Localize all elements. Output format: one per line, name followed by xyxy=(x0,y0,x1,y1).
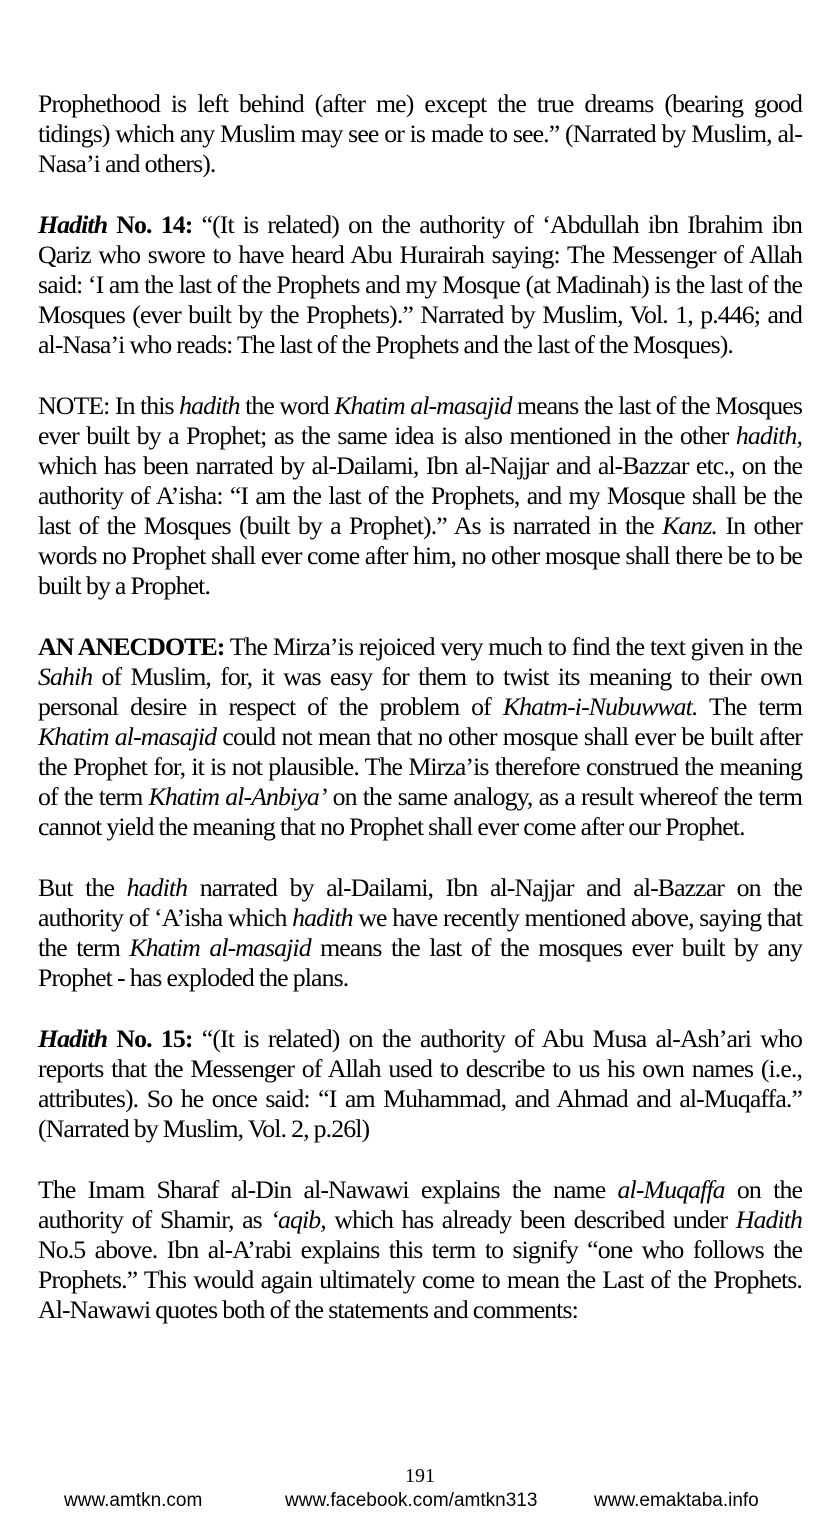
text-run-italic: Khatim al-masajid xyxy=(129,933,311,962)
text-run: on the same analogy, as a result whereof the term cannot yield the meaning that no Prophet shall ever come after our Prophet. xyxy=(38,782,803,841)
text-run: No.5 above. Ibn al-A’rabi explains this term to signify “one who follows the Prophets.” This would again ultimately come to mean the Last of the Prophets. Al-Nawawi quotes both of the statements and comments: xyxy=(38,1235,802,1324)
text-run: narrated by al-Dailami, Ibn al-Najjar and al-Bazzar on the authority of ‘A’isha which xyxy=(38,873,802,932)
text-run: means the last of the Mosques ever built by a Prophet; as the same idea is also mentioned in the other xyxy=(38,391,802,450)
text-run: we have recently mentioned above, saying that the term xyxy=(38,903,802,962)
paragraph xyxy=(38,1024,802,1144)
text-run: means the last of the mosques ever built by any Prophet - has exploded the plans. xyxy=(38,933,803,992)
text-run: The Mirza’is rejoiced very much to find the text given in the xyxy=(224,632,802,661)
text-run-bold-italic xyxy=(38,210,107,239)
text-run: of Muslim, for, it was easy for them to twist its meaning to their own personal desire in respect of the problem of xyxy=(38,662,802,721)
text-run: “(It is related) on the authority of Abu Musa al-Ash’ari who reports that the Messenger of Allah used to describe to us his own names (i.e., attributes). So he once said: “I am Muhammad, and Ahmad and al-Muqaffa.” (Narrated by Muslim, Vol. 2, p.26l) xyxy=(38,1024,802,1143)
text-run-italic: ‘aqib, xyxy=(270,1205,326,1234)
text-run-italic: hadith, xyxy=(735,421,802,450)
text-run-italic: Sahih xyxy=(38,662,93,691)
text-run: which has been narrated by al-Dailami, Ibn al-Najjar and al-Bazzar etc., on the authority of A’isha: “I am the last of the Prophets, and my Mosque shall be the last of the Mosques (built by a Prophet).” As is narrated in the xyxy=(38,451,802,540)
text-run-italic: hadith xyxy=(179,391,240,420)
text-run xyxy=(107,210,116,239)
text-run-bold: No. 14: xyxy=(116,210,193,239)
text-run-bold-italic xyxy=(38,1024,107,1053)
paragraph xyxy=(38,391,802,601)
text-run-italic: al-Muqaffa xyxy=(617,1175,725,1204)
footer-link-facebook[interactable]: www.facebook.com/amtkn313 xyxy=(285,1490,538,1511)
text-run-italic: hadith xyxy=(126,873,188,902)
text-run: the word xyxy=(239,391,335,420)
text-run-italic: Khatim al-masajid xyxy=(334,391,512,420)
footer-link-emaktaba[interactable]: www.emaktaba.info xyxy=(594,1490,759,1511)
text-run: could not mean that no other mosque shall ever be built after the Prophet for, it is not plausible. The Mirza’is therefore construed the meaning of the term xyxy=(38,722,802,811)
text-run: “(It is related) on the authority of ‘Abdullah ibn Ibrahim ibn Qariz who swore to have heard Abu Hurairah saying: The Messenger of Allah said: ‘I am the last of the Prophets and my Mosque (at Madinah) is the last of the Mosques (ever built by the Prophets).” Narrated by Muslim, Vol. 1, p.446; and al-Nasa’i who reads: The last of the Prophets and the last of the Mosques). xyxy=(38,210,802,359)
text-run: The term xyxy=(697,692,802,721)
text-run-italic: Khatm-i-Nubuwwat. xyxy=(502,692,698,721)
text-run: Prophethood is left behind (after me) except the true dreams (bearing good tidings) which any Muslim may see or is made to see.” (Narrated by Muslim, al-Nasa’i and others). xyxy=(38,89,802,178)
paragraph xyxy=(38,873,802,993)
text-run: In other words no Prophet shall ever come after him, no other mosque shall there be to be built by a Prophet. xyxy=(38,511,802,600)
text-run: which has already been described under xyxy=(325,1205,736,1234)
text-run: The Imam Sharaf al-Din al-Nawawi explains the name xyxy=(38,1175,618,1204)
text-run: Hadith xyxy=(38,210,108,239)
page-body xyxy=(38,89,802,1325)
text-run xyxy=(107,1024,116,1053)
paragraph xyxy=(38,89,802,179)
text-run-italic: Hadith xyxy=(735,1205,802,1234)
text-run: But the xyxy=(38,873,127,902)
text-run: Hadith xyxy=(38,1024,108,1053)
paragraph xyxy=(38,632,802,842)
text-run-bold: No. 15: xyxy=(116,1024,193,1053)
text-run: on the authority of Shamir, as xyxy=(38,1175,802,1234)
text-run-italic: Khatim al-masajid xyxy=(38,722,217,751)
text-run-italic: hadith xyxy=(292,903,353,932)
text-run-italic: Khatim al-Anbiya’ xyxy=(148,782,327,811)
paragraph xyxy=(38,210,802,360)
footer-link-amtkn[interactable]: www.amtkn.com xyxy=(64,1490,203,1511)
page-number: 191 xyxy=(405,1465,435,1487)
text-run-italic: Kanz. xyxy=(662,511,718,540)
paragraph xyxy=(38,1175,802,1325)
text-run: NOTE: In this xyxy=(38,391,180,420)
text-run-bold: AN ANECDOTE: xyxy=(38,632,225,661)
